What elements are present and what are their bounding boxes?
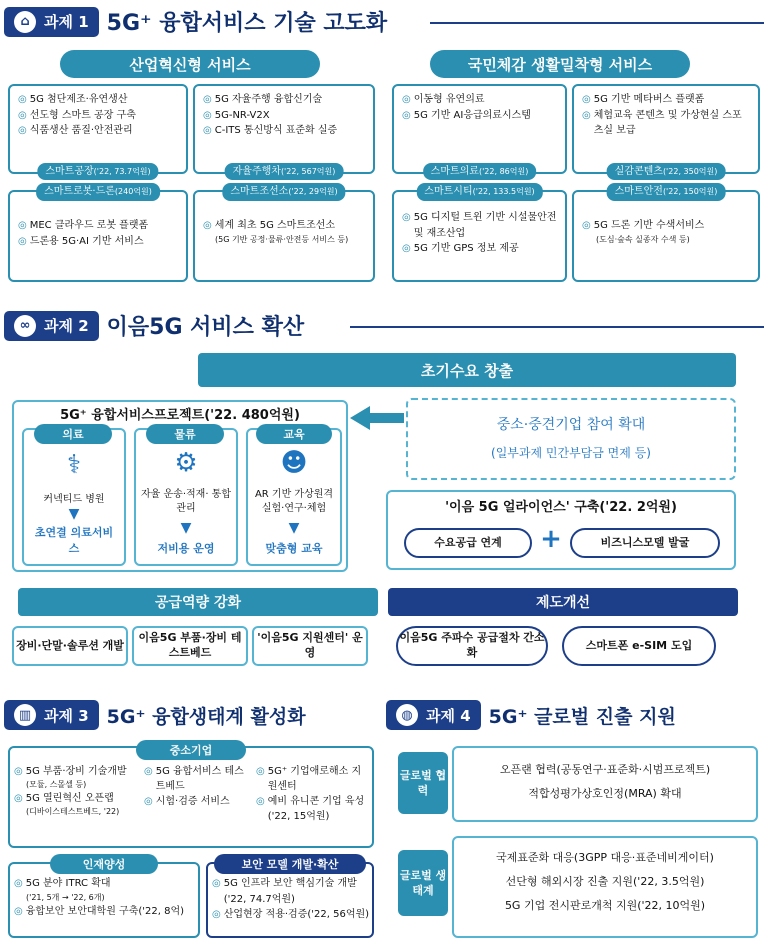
note: (모듈, 스몰셀 등) — [26, 780, 87, 789]
demand-header: 초기수요 창출 — [198, 353, 736, 387]
divider — [350, 326, 764, 328]
task2-header — [4, 310, 304, 341]
bullet-icon: ◎ — [18, 220, 27, 231]
industry-header: 산업혁신형 서비스 — [60, 50, 320, 78]
tag-label: 스마트안전('22, 150억원) — [607, 183, 726, 201]
smart-safety-card — [572, 186, 760, 282]
bullet-icon: ◎ — [256, 766, 265, 777]
city-icon: ▥ — [14, 704, 36, 726]
arrow-shaft — [368, 413, 404, 423]
task3-title: 5G⁺ 융합생태계 활성화 — [106, 705, 306, 728]
globe-icon: ◍ — [396, 704, 418, 726]
bullet-icon: ◎ — [14, 878, 23, 889]
bullet-icon: ◎ — [14, 793, 23, 804]
list-item: ◎ 5G 기반 AI응급의료시스템 — [402, 108, 557, 124]
arrow-down-icon: ▼ — [180, 520, 192, 536]
autonomous-car-card — [193, 84, 375, 177]
list-item: ◎ 5G⁺ 기업애로해소 지원센터 — [256, 766, 362, 792]
immersive-content-card — [572, 84, 760, 177]
talent-head: 인재양성 — [50, 854, 158, 874]
list-item: 5G 기업 전시판로개척 지원('22, 10억원) — [504, 899, 706, 913]
bullet-icon: ◎ — [18, 109, 27, 121]
list-item: ◎ 시험·검증 서비스 — [144, 796, 230, 807]
list-item: 오픈랜 협력(공동연구·표준화·시범프로젝트) — [499, 763, 711, 776]
list-item: ◎ 5G 기반 GPS 정보 제공 — [402, 241, 557, 257]
task1-title: 5G⁺ 융합서비스 기술 고도화 — [106, 11, 388, 36]
education-head: 교육 — [256, 424, 332, 444]
list-item: ◎ 5G 첨단제조·유연생산 — [18, 92, 178, 108]
bullet-icon: ◎ — [203, 125, 212, 136]
smart-factory-card — [8, 84, 188, 177]
medical-result: 초연결 의료서비스 — [34, 526, 114, 555]
tag-label: 스마트조선소('22, 29억원) — [222, 183, 345, 201]
sme-title: 중소·중견기업 참여 확대 — [496, 417, 646, 433]
list-item: ◎ 5G 자율주행 융합신기술 — [203, 92, 365, 108]
divider — [430, 22, 764, 24]
bullet-icon: ◎ — [14, 766, 23, 777]
bullet-icon: ◎ — [582, 220, 591, 231]
task2-title: 이음5G 서비스 확산 — [106, 315, 305, 340]
task4-header — [386, 700, 676, 730]
supply-item: 이음5G 부품·장비 테스트베드 — [132, 626, 248, 666]
sme-support-head: 중소기업 — [136, 740, 246, 760]
global-eco-list — [452, 846, 758, 919]
project-title: 5G⁺ 융합서비스프로젝트('22. 480억원) — [60, 408, 300, 423]
talent-list — [14, 876, 198, 919]
security-list — [212, 876, 372, 923]
bullet-icon: ◎ — [18, 94, 27, 105]
note: (디바이스테스트베드, '22) — [26, 807, 120, 816]
supply-item: '이음5G 지원센터' 운영 — [252, 626, 368, 666]
list-item: ◎ C-ITS 통신방식 표준화 실증 — [203, 123, 365, 139]
list-item: 선단형 해외시장 진출 지원('22, 3.5억원) — [505, 875, 705, 889]
list-item: ◎ 5G 분야 ITRC 확대 — [14, 876, 198, 892]
stethoscope-icon: ⚕ — [66, 450, 82, 480]
alliance-title: '이음 5G 얼라이언스' 구축('22. 2억원) — [445, 500, 677, 515]
bullet-icon: ◎ — [256, 796, 265, 807]
bullet-icon: ◎ — [144, 796, 153, 807]
vr-headset-icon: ☻ — [280, 448, 308, 478]
task3-badge: ▥ 과제 3 — [4, 700, 99, 730]
bullet-icon: ◎ — [582, 109, 591, 121]
global-coop-list — [452, 758, 758, 806]
list-item: ◎ 5G 열린혁신 오픈랩 — [14, 793, 114, 804]
link-icon: ∞ — [14, 315, 36, 337]
list-item: ◎ 융합보안 보안대학원 구축('22, 8억) — [14, 904, 198, 920]
logistics-head: 물류 — [146, 424, 224, 444]
smart-medical-card — [392, 84, 567, 177]
tag-label: 실감콘텐츠('22, 350억원) — [607, 163, 726, 181]
list-item: ◎ 5G 융합서비스 테스트베드 — [144, 766, 244, 792]
list-item: ◎ 체험교육 콘텐츠 및 가상현실 스포츠실 보급 — [582, 109, 742, 136]
reform-item: 이음5G 주파수 공급절차 간소화 — [396, 626, 548, 666]
task4-title: 5G⁺ 글로벌 진출 지원 — [488, 705, 676, 728]
supply-item: 장비·단말·솔루션 개발 — [12, 626, 128, 666]
tag-label: 스마트로봇·드론(240억원) — [36, 183, 160, 201]
bullet-icon: ◎ — [18, 125, 27, 136]
plus-icon: + — [540, 524, 562, 554]
sme-col-2 — [144, 764, 252, 809]
note: (도심·숲속 실종자 수색 등) — [596, 234, 690, 244]
list-item: 국제표준화 대응(3GPP 대응·표준네비게이터) — [496, 851, 714, 864]
list-item: ◎ 세계 최초 5G 스마트조선소 — [203, 218, 365, 234]
arrow-down-icon: ▼ — [68, 506, 80, 522]
list-item: ◎ 5G 드론 기반 수색서비스 — [582, 218, 750, 234]
tag-label: 자율주행차('22, 567억원) — [225, 163, 344, 181]
bullet-icon: ◎ — [212, 909, 221, 920]
sme-col-3 — [256, 764, 370, 824]
bullet-icon: ◎ — [402, 243, 411, 254]
medical-desc: 커넥티드 병원 — [43, 494, 105, 505]
sme-col-1 — [14, 764, 138, 818]
list-item: ◎ 5G 디지털 트윈 기반 시설물안전 및 재조산업 — [402, 212, 557, 239]
bullet-icon: ◎ — [203, 109, 212, 121]
task3-header — [4, 700, 306, 730]
note: (5G 기반 공정·물류·안전등 서비스 등) — [215, 234, 349, 244]
security-head: 보안 모델 개발·확산 — [214, 854, 366, 874]
arrow-down-icon: ▼ — [288, 520, 300, 536]
smart-shipyard-card — [193, 186, 375, 282]
list-item: ◎ 5G 인프라 보안 핵심기술 개발('22, 74.7억원) — [212, 878, 357, 905]
supply-header: 공급역량 강화 — [18, 588, 378, 616]
list-item: ◎ 예비 유니콘 기업 육성('22, 15억원) — [256, 796, 365, 822]
task4-badge: ◍ 과제 4 — [386, 700, 481, 730]
list-item: ◎ 선도형 스마트 공장 구축 — [18, 108, 178, 124]
task2-badge: ∞ 과제 2 — [4, 311, 99, 341]
list-item: ◎ 이동형 유연의료 — [402, 92, 557, 108]
robot-arm-icon: ⚙ — [174, 448, 198, 478]
tag-label: 스마트시티('22, 133.5억원) — [416, 183, 542, 201]
list-item: ◎ 5G-NR-V2X — [203, 108, 365, 124]
bullet-icon: ◎ — [582, 94, 591, 105]
bullet-icon: ◎ — [18, 235, 27, 247]
education-desc: AR 기반 가상원격 실험·연구·체험 — [254, 489, 334, 514]
reform-header: 제도개선 — [388, 588, 738, 616]
sme-box — [406, 398, 736, 480]
bullet-icon: ◎ — [203, 220, 212, 231]
logistics-desc: 자율 운송·적재· 통합관리 — [141, 489, 231, 514]
task1-badge: ⌂ 과제 1 — [4, 7, 99, 37]
task1-header — [4, 6, 387, 37]
building-icon: ⌂ — [14, 11, 36, 33]
smart-robot-card — [8, 186, 188, 282]
global-eco-label: 글로벌 생태계 — [398, 850, 448, 916]
bullet-icon: ◎ — [14, 905, 23, 917]
business-model-discovery: 비즈니스모델 발굴 — [570, 528, 720, 558]
life-header: 국민체감 생활밀착형 서비스 — [430, 50, 690, 78]
list-item: ◎ 5G 기반 메타버스 플랫폼 — [582, 92, 750, 108]
medical-head: 의료 — [34, 424, 112, 444]
logistics-result: 저비용 운영 — [157, 542, 215, 555]
tag-label: 스마트의료('22, 86억원) — [423, 163, 537, 181]
bullet-icon: ◎ — [203, 94, 212, 105]
bullet-icon: ◎ — [402, 109, 411, 121]
list-item: ◎ 드론용 5G·AI 기반 서비스 — [18, 234, 178, 250]
list-item: ◎ 산업현장 적용·검증('22, 56억원) — [212, 907, 372, 923]
list-item: 적합성평가상호인정(MRA) 확대 — [528, 787, 682, 801]
list-item: ◎ 5G 부품·장비 기술개발 — [14, 766, 127, 777]
arrow-left-icon — [350, 406, 370, 430]
bullet-icon: ◎ — [402, 94, 411, 105]
list-item: ◎ 식품생산 품질·안전관리 — [18, 123, 178, 139]
tag-label: 스마트공장('22, 73.7억원) — [37, 163, 158, 181]
bullet-icon: ◎ — [144, 766, 153, 777]
reform-item: 스마트폰 e-SIM 도입 — [562, 626, 716, 666]
sme-note: (일부과제 민간부담금 면제 등) — [491, 446, 651, 460]
note: ('21, 5개 → '22, 6개) — [26, 892, 105, 902]
list-item: ◎ MEC 클라우드 로봇 플랫폼 — [18, 218, 178, 234]
smart-city-card — [392, 186, 567, 282]
bullet-icon: ◎ — [212, 878, 221, 889]
education-result: 맞춤형 교육 — [265, 542, 323, 555]
supply-demand-link: 수요공급 연계 — [404, 528, 532, 558]
bullet-icon: ◎ — [402, 212, 411, 223]
global-coop-label: 글로벌 협력 — [398, 752, 448, 814]
